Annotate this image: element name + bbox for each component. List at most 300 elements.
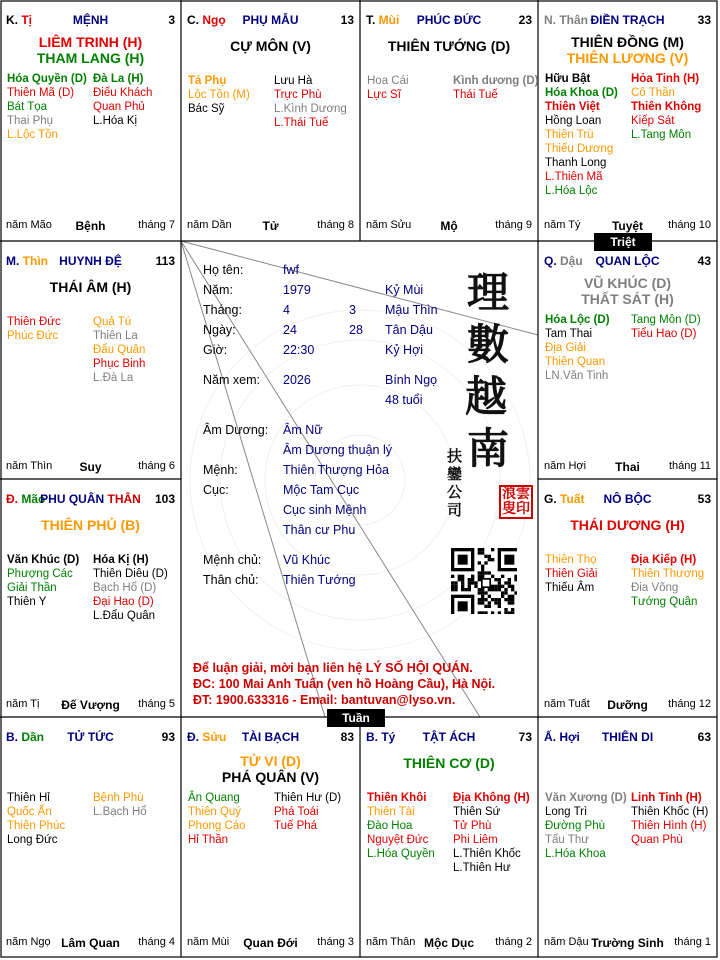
minor-stars-left: [367, 74, 453, 102]
palace-name-text: THIÊN DI: [601, 730, 654, 744]
minor-star: Quan Phủ: [93, 101, 145, 113]
year-label: năm Dần: [187, 219, 232, 231]
minor-star: Thanh Long: [545, 157, 607, 169]
minor-star: Địa Không (H): [453, 792, 530, 804]
palace-branch: [187, 730, 226, 744]
qr-code-icon: [451, 548, 517, 614]
info-label: Cục:: [203, 483, 229, 497]
month-label: tháng 5: [138, 698, 175, 710]
minor-star: Quốc Ấn: [7, 806, 52, 818]
minor-star: Thiên Y: [7, 596, 47, 608]
info-canchi-value: Mậu Thìn: [385, 303, 438, 317]
minor-star: Thiên Đức: [7, 316, 61, 328]
palace-number: 93: [161, 730, 175, 744]
minor-star: Phượng Các: [7, 568, 73, 580]
minor-star: L.Đẩu Quân: [93, 610, 156, 622]
minor-star: Tử Phù: [453, 820, 492, 832]
minor-star: Thiên Việt: [545, 101, 600, 113]
minor-stars-right: [93, 72, 179, 128]
year-label: năm Thìn: [6, 460, 53, 472]
info-value: 4: [283, 303, 290, 317]
small-calligraphy: [447, 447, 465, 519]
palace-tuat: [538, 479, 717, 717]
palace-branch-part: B. Tý: [366, 730, 396, 744]
minor-star: Tuế Phá: [274, 820, 318, 832]
palace-branch-part: Đ.: [187, 730, 203, 744]
palace-name-text: TÀI BẠCH: [241, 730, 300, 744]
minor-stars-right: [274, 74, 360, 130]
palace-number: 113: [155, 254, 175, 268]
info-row: [203, 263, 443, 279]
palace-branch-part: C.: [187, 13, 203, 27]
palace-branch: [544, 254, 583, 268]
palace-branch-part: T.: [366, 13, 379, 27]
info-label: Âm Dương:: [203, 423, 269, 437]
minor-star: Hóa Kị (H): [93, 554, 149, 566]
info-label: Mệnh chủ:: [203, 553, 262, 567]
palace-footer: [6, 460, 175, 474]
minor-star: Hỏa Tinh (H): [631, 73, 700, 85]
small-calligraphy-character: 司: [447, 501, 463, 519]
minor-star: Nguyệt Đức: [367, 834, 429, 846]
minor-star: Thiên Thọ: [545, 554, 597, 566]
minor-star: Đường Phù: [545, 820, 605, 832]
info-label: Giờ:: [203, 343, 228, 357]
minor-stars-right: [93, 553, 179, 623]
minor-stars-left: [545, 72, 631, 198]
minor-star: Bác Sỹ: [188, 103, 225, 115]
palace-branch-part: Thìn: [22, 254, 48, 268]
info-value: Thiên Thượng Hỏa: [283, 463, 389, 477]
minor-star: Giải Thần: [7, 582, 57, 594]
minor-star: Hóa Quyền (D): [7, 73, 87, 85]
year-label: năm Ngọ: [6, 936, 51, 948]
minor-stars-left: [7, 553, 93, 609]
minor-star: Phúc Đức: [7, 330, 59, 342]
info-label: Năm xem:: [203, 373, 260, 387]
minor-star: Thiên Phúc: [7, 820, 66, 832]
palace-name-text: NÔ BỘC: [603, 492, 652, 506]
month-label: tháng 11: [668, 460, 711, 472]
palace-number: 83: [340, 730, 354, 744]
palace-dau: [538, 241, 717, 479]
palace-thin: [0, 241, 181, 479]
minor-star: L.Hóa Khoa: [545, 848, 606, 860]
info-label: Năm:: [203, 283, 233, 297]
major-star: THIÊN CƠ (D): [403, 755, 495, 771]
palace-footer: [187, 219, 354, 233]
info-row: [203, 303, 443, 319]
minor-star: Quan Phù: [631, 834, 683, 846]
palace-branch-part: K.: [6, 13, 22, 27]
palace-dan: [0, 717, 181, 957]
minor-star: Đia Võng: [631, 582, 679, 594]
palace-branch: [366, 730, 395, 744]
minor-star: L.Thiên Mã: [545, 171, 603, 183]
major-star: LIÊM TRINH (H): [38, 34, 143, 50]
info-canchi-value: Kỷ Hợi: [385, 343, 424, 357]
palace-branch-part: Q.: [544, 254, 561, 268]
month-label: tháng 3: [317, 936, 354, 948]
palace-branch: [6, 254, 48, 268]
major-star: TỬ VI (D): [240, 753, 301, 769]
palace-name: [591, 13, 665, 27]
minor-star: Thiên Hình (H): [631, 820, 707, 832]
minor-star: Phong Cáo: [188, 820, 246, 832]
palace-footer: [544, 936, 711, 950]
palace-footer: [6, 219, 175, 233]
minor-star: Hóa Khoa (D): [545, 87, 618, 99]
palace-ty: [360, 717, 538, 957]
info-value: Âm Dương thuận lý: [283, 443, 392, 457]
life-stage: Mộc Dục: [423, 936, 475, 950]
month-label: tháng 12: [668, 698, 711, 710]
minor-star: Linh Tinh (H): [631, 792, 702, 804]
year-label: năm Mùi: [187, 936, 230, 948]
info-value: fwf: [283, 263, 299, 277]
year-label: năm Tý: [544, 219, 581, 231]
month-label: tháng 2: [495, 936, 532, 948]
minor-star: Văn Xương (D): [545, 792, 627, 804]
palace-number: 23: [518, 13, 532, 27]
minor-star: Điếu Khách: [93, 87, 153, 99]
info-lunar-value: 28: [349, 323, 363, 337]
palace-header: [6, 730, 175, 746]
major-star: THÁI DƯƠNG (H): [570, 517, 685, 533]
palace-name: [40, 492, 141, 506]
minor-star: L.Lộc Tồn: [7, 129, 58, 141]
minor-star: L.Thiên Hư: [453, 862, 511, 874]
palace-footer: [544, 698, 711, 712]
minor-star: Địa Giải: [545, 342, 586, 354]
minor-star: Bát Tọa: [7, 101, 48, 113]
info-row: [203, 393, 443, 409]
small-calligraphy-character: 扶: [447, 447, 463, 465]
minor-star: Hoa Cái: [367, 75, 409, 87]
minor-star: Thiếu Dương: [545, 143, 614, 155]
palace-number: 73: [518, 730, 532, 744]
minor-star: Phục Binh: [93, 358, 146, 370]
palace-footer: [187, 936, 354, 950]
minor-stars-right: [453, 791, 538, 875]
palace-header: [6, 13, 175, 29]
minor-stars-left: [7, 315, 93, 343]
minor-stars-right: [93, 791, 179, 819]
info-row: [203, 283, 443, 299]
palace-branch-part: Mão: [21, 492, 46, 506]
life-stage: Suy: [79, 460, 102, 474]
contact-line: Để luận giải, mời bạn liên hệ LÝ SỐ HỘI QUÁN.: [193, 661, 473, 675]
minor-star: Long Trì: [545, 806, 588, 818]
minor-star: Thiên Hư (D): [274, 792, 342, 804]
minor-star: Thiên Khốc (H): [631, 806, 709, 818]
minor-stars-left: [188, 74, 274, 116]
calligraphy-character: 數: [467, 320, 510, 369]
palace-name: [604, 492, 652, 506]
minor-stars-left: [545, 553, 631, 595]
minor-star: Lực Sĩ: [367, 89, 401, 101]
palace-branch-part: Sửu: [202, 730, 227, 744]
palace-ti: [0, 0, 181, 241]
minor-stars-right: [631, 791, 717, 847]
minor-star: Thiên Hỉ: [7, 792, 50, 804]
palace-suu: [181, 717, 360, 957]
palace-branch: [187, 13, 226, 27]
minor-star: Thiên Trù: [545, 129, 594, 141]
minor-stars-left: [367, 791, 453, 861]
info-value: Mộc Tam Cục: [283, 483, 360, 497]
minor-star: Đại Hao (D): [93, 596, 154, 608]
info-value: Thiên Tướng: [283, 573, 356, 587]
info-row: [203, 553, 443, 569]
than-marker: THÂN: [104, 492, 141, 506]
major-star: CỰ MÔN (V): [230, 38, 311, 54]
info-label: Thân chủ:: [203, 573, 259, 587]
minor-star: Tấu Thư: [545, 834, 589, 846]
minor-star: Ân Quang: [188, 792, 240, 804]
year-label: năm Dậu: [544, 936, 589, 948]
major-star: THÁI ÂM (H): [49, 279, 132, 295]
minor-star: L.Bạch Hổ: [93, 806, 147, 818]
palace-branch-part: Tuất: [560, 492, 585, 506]
info-value: Cục sinh Mệnh: [283, 503, 367, 517]
palace-branch-part: N. Thân: [544, 13, 588, 27]
minor-star: Cô Thần: [631, 87, 675, 99]
palace-number: 103: [154, 492, 175, 506]
minor-star: Hóa Lộc (D): [545, 314, 610, 326]
info-canchi-value: Bính Ngọ: [385, 373, 438, 387]
minor-star: L.Hóa Quyền: [367, 848, 435, 860]
minor-star: Long Đức: [7, 834, 58, 846]
minor-star: L.Đà La: [93, 372, 134, 384]
minor-star: Đào Hoa: [367, 820, 413, 832]
minor-stars-right: [631, 72, 717, 142]
minor-star: Thiên Quý: [188, 806, 242, 818]
year-label: năm Sửu: [366, 219, 412, 231]
info-lunar-value: 3: [349, 303, 356, 317]
life-stage: Tuyệt: [611, 219, 644, 233]
minor-star: L.Tang Môn: [631, 129, 692, 141]
minor-star: Đà La (H): [93, 73, 144, 85]
life-stage: Quan Đới: [243, 936, 298, 950]
life-stage: Dưỡng: [607, 698, 648, 712]
palace-ngo: [181, 0, 360, 241]
info-row: [203, 463, 443, 479]
minor-star: Thiên Thương: [631, 568, 705, 580]
month-label: tháng 4: [138, 936, 175, 948]
minor-stars-left: [545, 313, 631, 383]
palace-header: [187, 13, 354, 29]
palace-footer: [544, 219, 711, 233]
year-label: năm Mão: [6, 219, 52, 231]
palace-name: [59, 254, 122, 268]
palace-name-text: TẬT ÁCH: [422, 730, 476, 744]
palace-header: [366, 13, 532, 29]
palace-name-text: PHU QUÂN: [40, 492, 105, 506]
minor-star: Hữu Bật: [545, 73, 591, 85]
major-star: THAM LANG (H): [36, 50, 145, 66]
minor-star: Tang Môn (D): [631, 314, 701, 326]
minor-star: Bạch Hổ (D): [93, 582, 157, 594]
palace-footer: [366, 219, 532, 233]
minor-star: Lưu Hà: [274, 75, 313, 87]
info-value: 22:30: [283, 343, 315, 357]
palace-name: [242, 730, 299, 744]
info-row: [203, 483, 443, 499]
minor-star: Bệnh Phù: [93, 792, 144, 804]
palace-branch-part: Ấ. Hợi: [544, 730, 580, 744]
palace-branch: [6, 13, 32, 27]
palace-number: 3: [168, 13, 175, 27]
month-label: tháng 1: [674, 936, 711, 948]
month-label: tháng 7: [138, 219, 175, 231]
life-stage: Bệnh: [75, 219, 106, 233]
minor-stars-left: [188, 791, 274, 847]
minor-star: Tam Thai: [545, 328, 593, 340]
month-label: tháng 10: [668, 219, 711, 231]
minor-star: Đẩu Quân: [93, 344, 146, 356]
month-label: tháng 8: [317, 219, 354, 231]
minor-stars-left: [7, 791, 93, 847]
info-row: [203, 503, 443, 519]
info-value: Âm Nữ: [283, 423, 323, 437]
minor-star: Lộc Tồn (M): [188, 89, 250, 101]
minor-star: Thiên Sứ: [453, 806, 501, 818]
palace-than: [538, 0, 717, 241]
info-value: 2026: [283, 373, 311, 387]
minor-stars-right: [274, 791, 360, 833]
month-label: tháng 9: [495, 219, 532, 231]
palace-number: 53: [697, 492, 711, 506]
palace-name-text: HUYNH ĐỆ: [59, 254, 122, 268]
palace-branch-part: Dậu: [560, 254, 583, 268]
info-row: [203, 573, 443, 589]
palace-branch: [366, 13, 399, 27]
major-star: THIÊN PHỦ (B): [41, 517, 140, 533]
minor-stars-right: [93, 315, 179, 385]
info-value: Vũ Khúc: [283, 553, 331, 567]
palace-mao: [0, 479, 181, 717]
info-row: [203, 343, 443, 359]
palace-footer: [366, 936, 532, 950]
palace-footer: [544, 460, 711, 474]
small-calligraphy-character: 公: [447, 483, 463, 501]
palace-branch-part: Tị: [21, 13, 33, 27]
palace-header: [544, 13, 711, 29]
palace-number: 63: [697, 730, 711, 744]
minor-stars-left: [545, 791, 631, 861]
palace-hoi: [538, 717, 717, 957]
palace-name-text: TỬ TỨC: [67, 730, 114, 744]
year-label: năm Tị: [6, 698, 40, 710]
palace-branch-part: Dần: [21, 730, 45, 744]
info-row: [203, 323, 443, 339]
life-stage: Trường Sinh: [591, 936, 664, 950]
life-stage: Đế Vượng: [61, 698, 120, 712]
palace-header: [187, 730, 354, 746]
minor-star: Thiên Khôi: [367, 792, 427, 804]
palace-header: [544, 730, 711, 746]
minor-star: L.Thái Tuế: [274, 117, 329, 129]
center-info-panel: [181, 241, 538, 717]
life-stage: Mộ: [440, 219, 458, 233]
major-star: THIÊN LƯƠNG (V): [566, 50, 689, 66]
contact-line: ĐC: 100 Mai Anh Tuấn (ven hồ Hoàng Cầu), Hà Nội.: [193, 677, 496, 691]
minor-star: Tiểu Hao (D): [631, 328, 697, 340]
palace-branch-part: Đ.: [6, 492, 22, 506]
palace-name: [67, 730, 114, 744]
year-label: năm Hợi: [544, 460, 587, 472]
minor-star: Thiên Không: [631, 101, 702, 113]
minor-star: Thái Tuế: [453, 89, 498, 101]
palace-header: [6, 492, 175, 508]
info-value: 1979: [283, 283, 311, 297]
minor-star: L.Kình Dương: [274, 103, 347, 115]
palace-number: 13: [340, 13, 354, 27]
palace-branch-part: Ngọ: [202, 13, 226, 27]
contact-line: ĐT: 1900.633316 - Email: bantuvan@lyso.vn.: [193, 693, 456, 707]
info-label: Tháng:: [203, 303, 242, 317]
info-canchi-value: 48 tuổi: [385, 393, 423, 407]
minor-star: Kình dương (D): [453, 75, 538, 87]
palace-mui: [360, 0, 538, 241]
info-row: [203, 443, 443, 459]
calligraphy-character: 南: [467, 424, 510, 473]
major-star: THIÊN ĐỒNG (M): [571, 34, 684, 50]
minor-star: Thiên Mã (D): [7, 87, 75, 99]
info-label: Họ tên:: [203, 263, 244, 277]
minor-star: L.Hóa Lộc: [545, 185, 598, 197]
minor-star: Kiếp Sát: [631, 115, 675, 127]
palace-name-text: PHỤ MẪU: [242, 13, 299, 27]
palace-name-text: PHÚC ĐỨC: [416, 13, 482, 27]
info-row: [203, 423, 443, 439]
minor-star: L.Thiên Khốc: [453, 848, 521, 860]
palace-name-text: ĐIỀN TRẠCH: [590, 13, 665, 27]
palace-branch: [544, 13, 588, 27]
palace-header: [544, 492, 711, 508]
minor-star: Trực Phù: [274, 89, 322, 101]
small-calligraphy-character: 鑾: [447, 465, 463, 483]
info-canchi-value: Tân Dậu: [385, 323, 433, 337]
palace-name-text: QUAN LỘC: [595, 254, 660, 268]
major-star: THẤT SÁT (H): [581, 291, 674, 307]
palace-branch: [544, 492, 584, 506]
palace-branch-part: G.: [544, 492, 561, 506]
minor-star: Thiên La: [93, 330, 138, 342]
palace-header: [544, 254, 711, 270]
life-stage: Thai: [615, 460, 640, 474]
minor-star: Tướng Quân: [631, 596, 698, 608]
palace-name: [423, 730, 476, 744]
minor-star: Thai Phụ: [7, 115, 54, 127]
minor-star: Văn Khúc (D): [7, 554, 80, 566]
minor-stars-right: [453, 74, 538, 102]
minor-star: Thiên Giải: [545, 568, 598, 580]
palace-branch: [544, 730, 580, 744]
month-label: tháng 6: [138, 460, 175, 472]
minor-star: Thiên Diêu (D): [93, 568, 168, 580]
minor-stars-right: [631, 553, 717, 609]
palace-name: [596, 254, 660, 268]
palace-branch: [6, 730, 44, 744]
palace-header: [6, 254, 175, 270]
palace-name: [602, 730, 653, 744]
minor-star: Địa Kiếp (H): [631, 554, 697, 566]
minor-star: Hồng Loan: [545, 115, 602, 127]
minor-star: Thiên Quan: [545, 356, 606, 368]
year-label: năm Thân: [366, 936, 416, 948]
